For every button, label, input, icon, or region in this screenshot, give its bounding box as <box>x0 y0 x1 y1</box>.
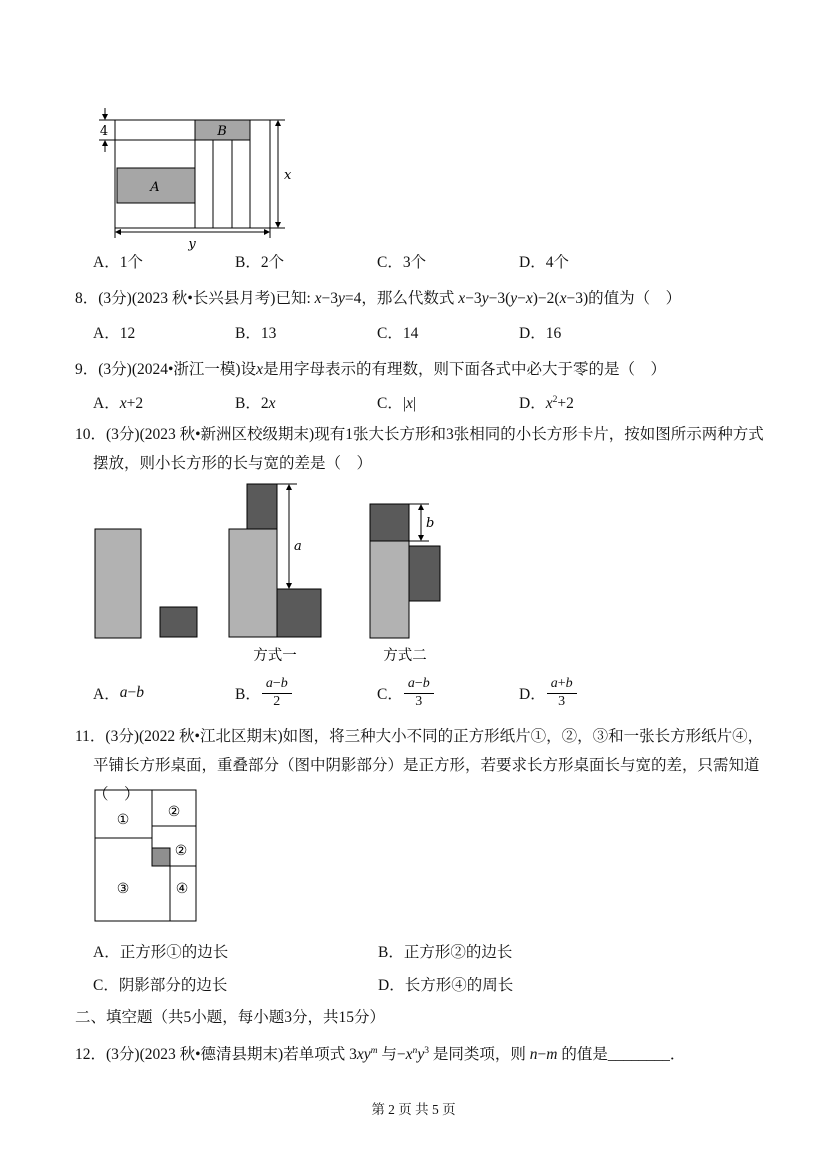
q10-option-d <box>519 670 661 716</box>
q8-options <box>93 321 661 343</box>
q10-option-a <box>93 670 235 716</box>
method2-light-rect <box>370 541 409 638</box>
option-label: A． <box>93 395 120 412</box>
fraction <box>262 676 292 709</box>
option-expression: x+2 <box>119 395 144 412</box>
method1-dark-top-rect <box>247 484 277 529</box>
small-rect-dark <box>160 607 197 637</box>
option-expression: $x^2+2$ <box>545 393 574 412</box>
q11-option-b: B．正方形②的边长 <box>378 944 513 961</box>
option-expression: a−b <box>119 684 144 701</box>
label-rect-4: ④ <box>175 881 189 897</box>
q7-options <box>93 250 661 272</box>
q12-stem: 12．(3分)(2023 秋•德清县期末)若单项式 $3xy^m$ 与$-x^ny^3$ 是同类项，则 n−m 的值是________． <box>75 1044 686 1063</box>
shaded-overlap-square <box>152 848 170 866</box>
label-square-2b: ② <box>174 843 188 859</box>
q11-option-a: A．正方形①的边长 <box>93 944 229 961</box>
option-label: B． <box>235 395 261 412</box>
fraction-numerator: a+b <box>547 676 577 694</box>
fraction <box>547 676 577 709</box>
q8-option-d: D．16 <box>519 325 562 342</box>
q11-option-d: D．长方形④的周长 <box>378 977 514 994</box>
label-square-1: ① <box>116 812 130 828</box>
figure-q10-card-arrangements <box>85 472 465 667</box>
option-label: C． <box>377 395 403 412</box>
figure-q7-rectangle-diagram <box>95 106 295 258</box>
fraction <box>404 676 434 709</box>
q10-option-b <box>235 670 377 716</box>
fraction-denominator: 3 <box>558 694 566 709</box>
label-square-2a: ② <box>167 804 181 820</box>
q10-stem: 10．(3分)(2023 秋•新洲区校级期末)现有1张大长方形和3张相同的小长方形卡片，按如图所示两种方式摆放，则小长方形的长与宽的差是（ ） <box>75 426 764 472</box>
q7-option-d: D．4个 <box>519 254 569 271</box>
q9-option-d <box>519 391 661 413</box>
fraction-numerator: a−b <box>404 676 434 694</box>
dim-b-label: b <box>426 516 435 531</box>
dimension-arrow-x <box>275 120 281 228</box>
option-label: D． <box>519 395 546 412</box>
dim-a-label: a <box>294 539 302 554</box>
q9-option-c <box>377 391 519 413</box>
q7-option-c: C．3个 <box>377 254 427 271</box>
dim-4-label: 4 <box>99 124 109 139</box>
q11-options-row-1 <box>93 940 663 962</box>
label-b: B <box>217 124 227 139</box>
method2-dark-top-rect <box>370 504 409 541</box>
caption-method-1: 方式一 <box>253 648 297 664</box>
q9-option-b <box>235 391 377 413</box>
option-expression: 2x <box>260 395 276 412</box>
dim-x-label: x <box>284 168 292 183</box>
q8-option-a: A．12 <box>93 325 136 342</box>
q9-options <box>93 391 661 413</box>
dim-y-label: y <box>188 237 196 252</box>
q11-option-c: C．阴影部分的边长 <box>93 977 228 994</box>
fraction-numerator: a−b <box>262 676 292 694</box>
method1-dark-bottom-rect <box>277 589 321 637</box>
caption-method-2: 方式二 <box>383 648 427 664</box>
q11-options-row-2 <box>93 973 663 995</box>
figure-q11-squares-diagram <box>90 785 210 930</box>
option-label: B． <box>235 686 261 703</box>
page-footer: 第 2 页 共 5 页 <box>371 1102 456 1117</box>
q7-option-a: A．1个 <box>93 254 143 271</box>
q8-option-c: C．14 <box>377 325 419 342</box>
q9-option-a <box>93 391 235 413</box>
option-expression: |x| <box>402 395 416 412</box>
q8-option-b: B．13 <box>235 325 277 342</box>
label-a: A <box>150 180 160 195</box>
method1-light-rect <box>229 529 277 637</box>
q10-options <box>93 670 661 716</box>
q10-option-c <box>377 670 519 716</box>
dimension-arrow-a <box>277 484 297 589</box>
method2-dark-right-rect <box>409 546 440 601</box>
q11-stem: 11．(3分)(2022 秋•江北区期末)如图，将三种大小不同的正方形纸片①，②，③和一张长方形纸片④，平铺长方形桌面，重叠部分（图中阴影部分）是正方形，若要求长方形桌面长与宽的差，只需知道（ ） <box>75 728 764 803</box>
fraction-denominator: 2 <box>273 694 281 709</box>
option-label: D． <box>519 686 546 703</box>
dimension-arrow-y <box>115 229 270 235</box>
fraction-denominator: 3 <box>415 694 423 709</box>
option-label: A． <box>93 686 120 703</box>
label-square-3: ③ <box>116 881 130 897</box>
large-rect-light <box>95 529 141 638</box>
q8-stem: 8．(3分)(2023 秋•长兴县月考)已知: x−3y=4，那么代数式 x−3y−3(y−x)−2(x−3)的值为（ ） <box>75 290 682 307</box>
option-label: C． <box>377 686 403 703</box>
section-2-header: 二、填空题（共5小题，每小题3分，共15分） <box>75 1009 386 1026</box>
q9-stem: 9．(3分)(2024•浙江一模)设x是用字母表示的有理数，则下面各式中必大于零的是（ ） <box>75 361 666 378</box>
q7-option-b: B．2个 <box>235 254 285 271</box>
